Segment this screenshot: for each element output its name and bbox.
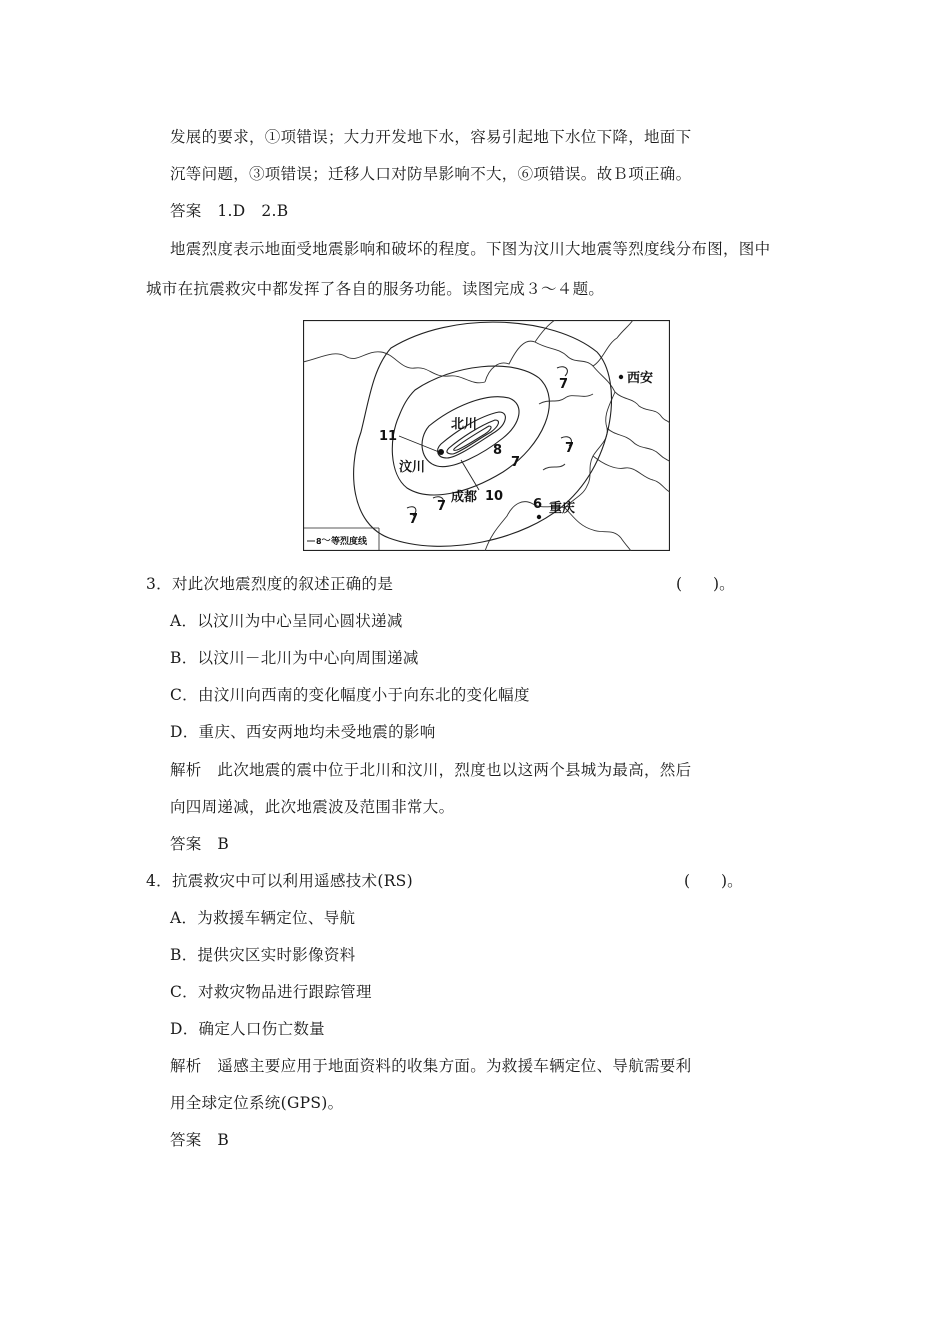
xian-marker bbox=[619, 375, 623, 379]
q4-option-a: A．为救援车辆定位、导航 bbox=[170, 909, 356, 927]
q4-stem: 4．抗震救灾中可以利用遥感技术(RS) bbox=[146, 872, 413, 890]
q4-analysis-line-2: 用全球定位系统(GPS)。 bbox=[170, 1094, 344, 1112]
value-7-sw: 7 bbox=[409, 512, 419, 527]
city-xian: 西安 bbox=[627, 371, 654, 386]
prev-answer: 答案 1.D 2.B bbox=[170, 202, 289, 220]
q3-analysis-line-1: 解析 此次地震的震中位于北川和汶川，烈度也以这两个县城为最高，然后 bbox=[170, 761, 692, 779]
q4-analysis-line-1: 解析 遥感主要应用于地面资料的收集方面。为救援车辆定位、导航需要利 bbox=[170, 1057, 692, 1075]
value-7-south: 7 bbox=[437, 499, 447, 514]
intro-line-2: 城市在抗震救灾中都发挥了各自的服务功能。读图完成３～４题。 bbox=[146, 280, 605, 298]
prev-explanation-line-2: 沉等问题，③项错误；迁移人口对防旱影响不大，⑥项错误。故Ｂ项正确。 bbox=[170, 165, 692, 183]
q3-option-a: A．以汶川为中心呈同心圆状递减 bbox=[170, 612, 403, 630]
q3-stem: 3．对此次地震烈度的叙述正确的是 bbox=[146, 575, 394, 593]
q4-option-c: C．对救灾物品进行跟踪管理 bbox=[170, 983, 372, 1001]
isoseismal-map bbox=[303, 320, 670, 551]
q3-option-b: B．以汶川－北川为中心向周围递减 bbox=[170, 649, 419, 667]
value-10: 10 bbox=[485, 489, 504, 504]
value-6: 6 bbox=[533, 497, 543, 512]
value-7-north: 7 bbox=[559, 377, 569, 392]
legend-label: 等烈度线 bbox=[331, 537, 368, 547]
value-7-inner: 7 bbox=[511, 455, 521, 470]
q4-option-b: B．提供灾区实时影像资料 bbox=[170, 946, 356, 964]
city-beichuan: 北川 bbox=[451, 417, 478, 432]
city-chongqing: 重庆 bbox=[549, 501, 576, 516]
value-7-east: 7 bbox=[565, 441, 575, 456]
q3-answer-paren: ( )。 bbox=[676, 575, 735, 593]
q3-answer: 答案 B bbox=[170, 835, 230, 853]
value-8: 8 bbox=[493, 443, 503, 458]
city-wenchuan: 汶川 bbox=[399, 460, 426, 475]
chongqing-marker bbox=[537, 515, 541, 519]
prev-explanation-line-1: 发展的要求，①项错误；大力开发地下水，容易引起地下水位下降，地面下 bbox=[170, 128, 692, 146]
city-chengdu: 成都 bbox=[451, 490, 478, 505]
value-11: 11 bbox=[379, 429, 398, 444]
q3-analysis-line-2: 向四周递减，此次地震波及范围非常大。 bbox=[170, 798, 455, 816]
q4-answer-paren: ( )。 bbox=[684, 872, 743, 890]
epicenter-marker bbox=[438, 449, 444, 455]
intro-line-1: 地震烈度表示地面受地震影响和破坏的程度。下图为汶川大地震等烈度线分布图，图中 bbox=[170, 240, 771, 258]
q3-option-d: D．重庆、西安两地均未受地震的影响 bbox=[170, 723, 436, 741]
q4-answer: 答案 B bbox=[170, 1131, 230, 1149]
q3-option-c: C．由汶川向西南的变化幅度小于向东北的变化幅度 bbox=[170, 686, 530, 704]
map-frame bbox=[304, 321, 670, 551]
legend-value: 8 bbox=[316, 537, 322, 546]
q4-option-d: D．确定人口伤亡数量 bbox=[170, 1020, 325, 1038]
